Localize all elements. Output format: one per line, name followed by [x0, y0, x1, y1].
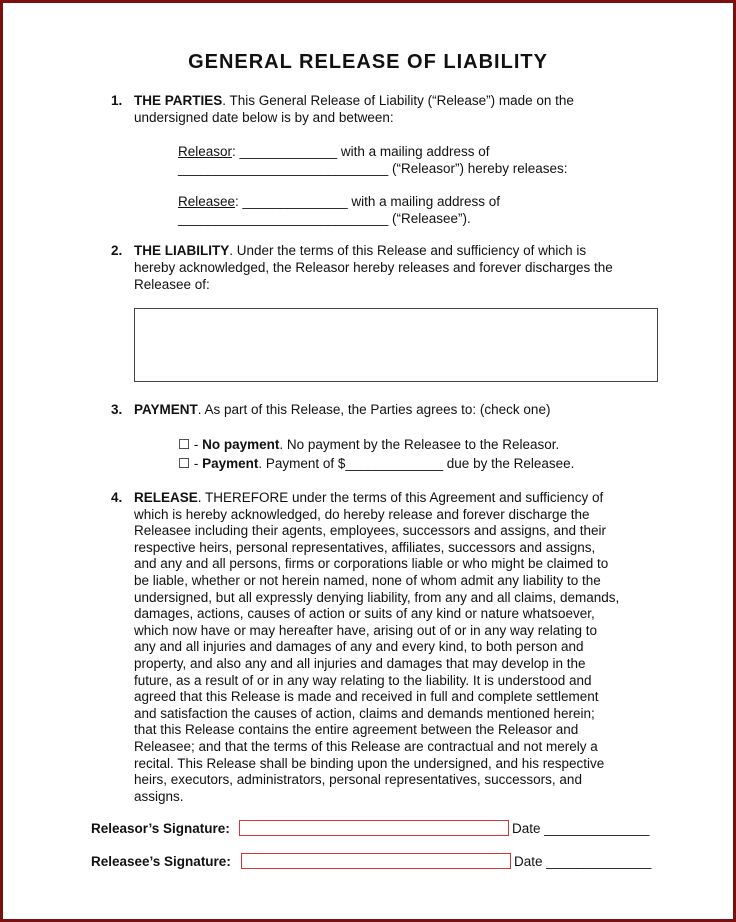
option-no-payment-text: . No payment by the Releasee to the Releasor. — [279, 437, 560, 452]
releasor-signature-field[interactable] — [239, 820, 509, 836]
releasor-date-field[interactable]: Date ______________ — [512, 821, 650, 836]
section-2-line-1 — [134, 243, 586, 260]
releasee-label: Releasee — [178, 194, 236, 209]
releasor-signature-label: Releasor’s Signature — [91, 821, 226, 836]
section-4-line: any and all injuries and damages of any and every kind, to both person and — [134, 639, 584, 655]
section-2-text: . Under the terms of this Release and sufficiency of which is — [229, 243, 587, 258]
section-4-text: . THEREFORE under the terms of this Agreement and sufficiency of — [197, 490, 604, 505]
option-no-payment[interactable] — [178, 436, 559, 453]
section-4-line: agreed that this Release is made and received in full and complete settlement — [134, 689, 599, 705]
releasor-signature-row — [91, 821, 230, 836]
section-4-line: assigns. — [134, 788, 184, 804]
section-4-line: property, and also any and all injuries and damages that may develop in the — [134, 656, 586, 671]
section-4-line: recital. This Release shall be binding upon the undersigned, and his respective — [134, 755, 605, 771]
option-payment-text: . Payment of $_____________ due by the Releasee. — [258, 456, 575, 471]
section-4-heading: RELEASE — [134, 490, 198, 505]
checkbox-payment[interactable]: ☐ - — [178, 456, 203, 471]
section-2-line-2: hereby acknowledged, the Releasor hereby releases and forever discharges the — [134, 260, 613, 275]
section-1-text: . This General Release of Liability (“Release”) made on the — [222, 93, 574, 108]
releasor-line-1 — [178, 143, 489, 160]
section-4-line: be liable, whether or not herein named, none of whom admit any liability to the — [134, 573, 601, 588]
releasee-signature-label: Releasee’s Signature — [91, 854, 227, 869]
section-4-line: and satisfaction the causes of action, claims and demands mentioned herein; — [134, 705, 595, 721]
section-4-line: which is hereby acknowledged, do hereby release and forever discharge the — [134, 506, 590, 522]
releasee-date-field[interactable]: Date ______________ — [514, 854, 652, 869]
releasee-line-1 — [178, 193, 500, 210]
section-1-line-2: undersigned date below is by and between: — [134, 110, 394, 125]
section-4-line: respective heirs, personal representatives, affiliates, successors and assigns, — [134, 539, 596, 555]
releasor-text[interactable]: : _____________ with a mailing address of — [232, 144, 490, 159]
liability-description-field[interactable] — [134, 308, 658, 382]
releasor-line-2[interactable]: ____________________________ (“Releasor”) hereby releases: — [178, 161, 568, 176]
section-2-line-3: Releasee of: — [134, 277, 210, 292]
section-4-line: heirs, executors, administrators, personal representatives, successors, and — [134, 772, 582, 788]
section-4-line: Releasee; and that the terms of this Release are contractual and not merely a — [134, 739, 598, 754]
section-2-number: 2. — [111, 243, 123, 258]
releasee-signature-colon: : — [226, 854, 231, 869]
section-4-line: damages, actions, causes of action or suits of any kind or nature whatsoever, — [134, 606, 595, 622]
section-4-number: 4. — [111, 490, 123, 505]
document-title: GENERAL RELEASE OF LIABILITY — [188, 51, 548, 73]
checkbox-no-payment[interactable]: ☐ - — [178, 437, 203, 452]
releasor-signature-colon: : — [225, 821, 230, 836]
section-4-line-1 — [134, 490, 603, 507]
section-1-heading: THE PARTIES — [134, 93, 223, 108]
option-payment[interactable] — [178, 455, 574, 472]
section-1-number: 1. — [111, 93, 123, 108]
section-3-heading: PAYMENT — [134, 402, 198, 417]
section-4-line: Releasee including their agents, employees, successors and assigns, and their — [134, 523, 607, 539]
section-4-line: that this Release contains the entire agreement between the Releasor and — [134, 722, 579, 738]
releasee-signature-field[interactable] — [241, 853, 511, 869]
section-4-line: undersigned, but all expressly denying liability, from any and all claims, demands, — [134, 589, 620, 605]
section-3-text: . As part of this Release, the Parties agrees to: (check one) — [197, 402, 551, 417]
section-1-line-1 — [134, 93, 574, 110]
releasee-text[interactable]: : ______________ with a mailing address of — [235, 194, 500, 209]
section-4-line: and any and all persons, firms or corporations liable or who might be claimed to — [134, 556, 609, 572]
section-2-heading: THE LIABILITY — [134, 243, 230, 258]
section-3-line-1 — [134, 402, 550, 419]
option-payment-label: Payment — [202, 456, 259, 471]
section-4-line: future, as a result of or in any way relating to the liability. It is understood and — [134, 672, 592, 688]
releasor-label: Releasor — [178, 144, 233, 159]
releasee-line-2[interactable]: ____________________________ (“Releasee”). — [178, 211, 471, 226]
option-no-payment-label: No payment — [202, 437, 280, 452]
section-3-number: 3. — [111, 402, 123, 417]
section-4-line: which now have or may hereafter have, arising out of or in any way relating to — [134, 622, 597, 638]
releasee-signature-row — [91, 854, 231, 869]
